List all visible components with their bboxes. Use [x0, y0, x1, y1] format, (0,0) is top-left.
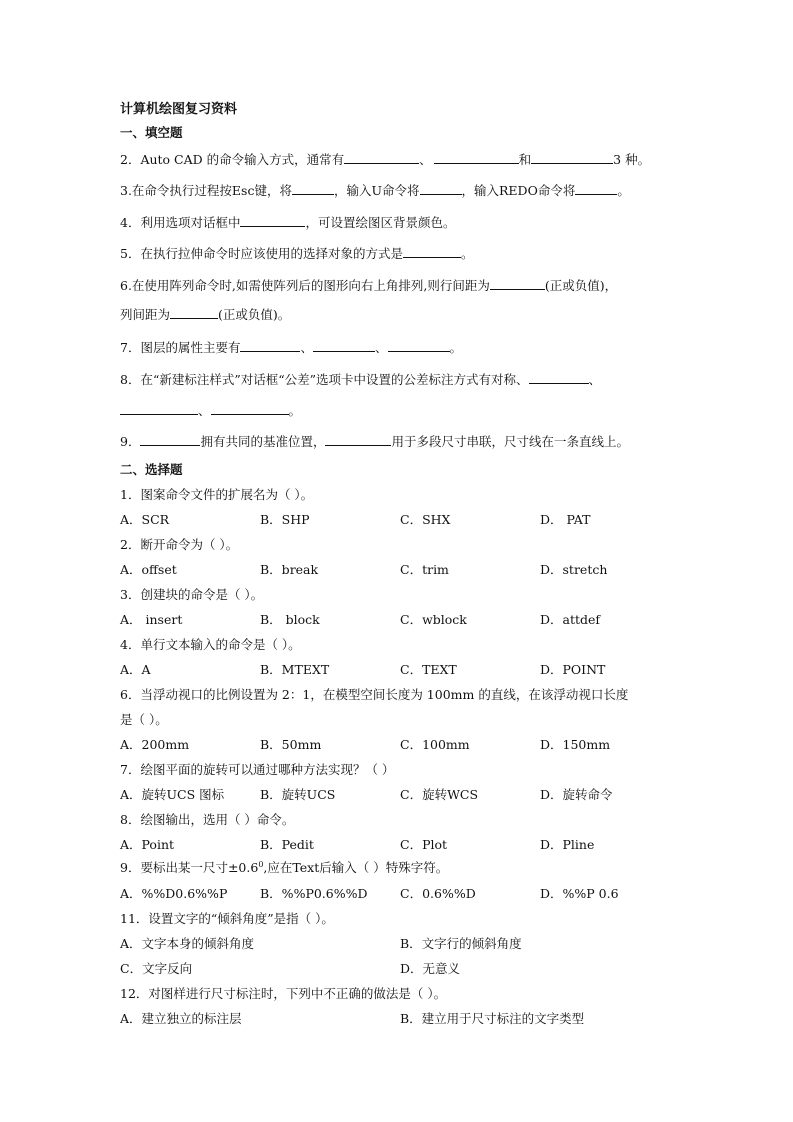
option-c[interactable]: C．Plot [400, 837, 448, 852]
fill-question-2: 2．Auto CAD 的命令输入方式，通常有 、 和 3 种。 [120, 152, 651, 167]
option-a[interactable]: A．建立独立的标注层 [120, 1011, 242, 1026]
option-d[interactable]: D．POINT [540, 662, 606, 677]
option-c[interactable]: C．TEXT [400, 662, 457, 677]
choice-question: 6．当浮动视口的比例设置为 2：1，在模型空间长度为 100mm 的直线，在该浮动视口长度 [120, 687, 629, 702]
option-a[interactable]: A．文字本身的倾斜角度 [120, 936, 255, 951]
fill-question-6: 6.在使用阵列命令时,如需使阵列后的图形向右上角排列,则行间距为 (正或负值)， [120, 278, 618, 293]
option-d[interactable]: D．stretch [540, 562, 608, 577]
page-title: 计算机绘图复习资料 [120, 102, 238, 117]
option-b[interactable]: B．建立用于尺寸标注的文字类型 [400, 1011, 585, 1026]
option-d[interactable]: D．Pline [540, 837, 595, 852]
option-a[interactable]: A．SCR [120, 512, 170, 527]
answer-blank[interactable] [420, 182, 462, 195]
choice-question: 4．单行文本输入的命令是（ ）。 [120, 637, 301, 652]
answer-blank[interactable] [403, 245, 461, 258]
option-c[interactable]: C．SHX [400, 512, 451, 527]
answer-blank[interactable] [388, 339, 450, 352]
option-a[interactable]: A．旋转UCS 图标 [120, 787, 225, 802]
option-a[interactable]: A．offset [120, 562, 177, 577]
option-b[interactable]: B．旋转UCS [260, 787, 336, 802]
option-b[interactable]: B．Pedit [260, 837, 314, 852]
option-b[interactable]: B．break [260, 562, 319, 577]
option-b[interactable]: B．50mm [260, 737, 322, 752]
option-a[interactable]: A．%%D0.6%%P [120, 886, 228, 901]
answer-blank[interactable] [211, 402, 289, 415]
option-b[interactable]: B．SHP [260, 512, 310, 527]
answer-blank[interactable] [120, 402, 198, 415]
option-b[interactable]: B．文字行的倾斜角度 [400, 936, 522, 951]
choice-question: 1．图案命令文件的扩展名为（ ）。 [120, 487, 314, 502]
fill-question-9: 9． 拥有共同的基准位置， 用于多段尺寸串联，尺寸线在一条直线上。 [120, 434, 629, 449]
choice-question: 11．设置文字的“倾斜角度”是指（ ）。 [120, 911, 334, 926]
fill-question-6-cont: 列间距为 (正或负值)。 [120, 307, 291, 322]
option-b[interactable]: B．MTEXT [260, 662, 330, 677]
option-a[interactable]: A．Point [120, 837, 175, 852]
option-c[interactable]: C．0.6%%D [400, 886, 476, 901]
choice-question: 8．绘图输出，选用（ ）命令。 [120, 812, 295, 827]
fill-question-8-cont: 、 。 [120, 401, 301, 419]
answer-blank[interactable] [313, 339, 375, 352]
choice-question: 7．绘图平面的旋转可以通过哪种方法实现？（ ） [120, 762, 395, 777]
choice-question-cont: 是（ ）。 [120, 712, 168, 727]
fill-question-8: 8．在“新建标注样式”对话框“公差”选项卡中设置的公差标注方式有对称、 、 [120, 372, 602, 387]
answer-blank[interactable] [325, 433, 391, 446]
answer-blank[interactable] [292, 182, 334, 195]
option-c[interactable]: C．旋转WCS [400, 787, 479, 802]
choice-question: 3．创建块的命令是（ ）。 [120, 587, 264, 602]
option-d[interactable]: D．attdef [540, 612, 601, 627]
fill-question-7: 7．图层的属性主要有 、 、 。 [120, 340, 463, 355]
choice-question: 9．要标出某一尺寸$\pm 0.6^0$,应在Text后输入（ ）特殊字符。 [120, 859, 449, 875]
answer-blank[interactable] [434, 151, 519, 164]
option-d[interactable]: D．%%P 0.6 [540, 886, 619, 901]
option-c[interactable]: C．文字反向 [120, 961, 193, 976]
option-d[interactable]: D．无意义 [400, 961, 461, 976]
answer-blank[interactable] [140, 433, 200, 446]
option-a[interactable]: A．A [120, 662, 151, 677]
option-c[interactable]: C．wblock [400, 612, 467, 627]
fill-question-3: 3.在命令执行过程按Esc键，将 ，输入U命令将 ，输入REDO命令将 。 [120, 183, 630, 198]
answer-blank[interactable] [344, 151, 419, 164]
answer-blank[interactable] [490, 277, 545, 290]
option-d[interactable]: D．旋转命令 [540, 787, 613, 802]
choice-question: 12．对图样进行尺寸标注时，下列中不正确的做法是（ ）。 [120, 986, 447, 1001]
answer-blank[interactable] [575, 182, 617, 195]
option-d[interactable]: D．150mm [540, 737, 611, 752]
fill-question-4: 4．利用选项对话框中 ，可设置绘图区背景颜色。 [120, 215, 456, 230]
option-a[interactable]: A． insert [120, 612, 183, 627]
section-heading-fill: 一、填空题 [120, 125, 183, 140]
answer-blank[interactable] [531, 151, 613, 164]
option-c[interactable]: C．trim [400, 562, 449, 577]
option-b[interactable]: B． block [260, 612, 320, 627]
answer-blank[interactable] [170, 306, 218, 319]
section-heading-choice: 二、选择题 [120, 462, 183, 477]
answer-blank[interactable] [240, 339, 300, 352]
choice-question: 2．断开命令为（ ）。 [120, 537, 239, 552]
fill-question-5: 5．在执行拉伸命令时应该使用的选择对象的方式是 。 [120, 246, 474, 261]
answer-blank[interactable] [240, 214, 305, 227]
option-d[interactable]: D． PAT [540, 512, 591, 527]
option-c[interactable]: C．100mm [400, 737, 470, 752]
option-a[interactable]: A．200mm [120, 737, 190, 752]
option-b[interactable]: B．%%P0.6%%D [260, 886, 368, 901]
answer-blank[interactable] [529, 371, 589, 384]
